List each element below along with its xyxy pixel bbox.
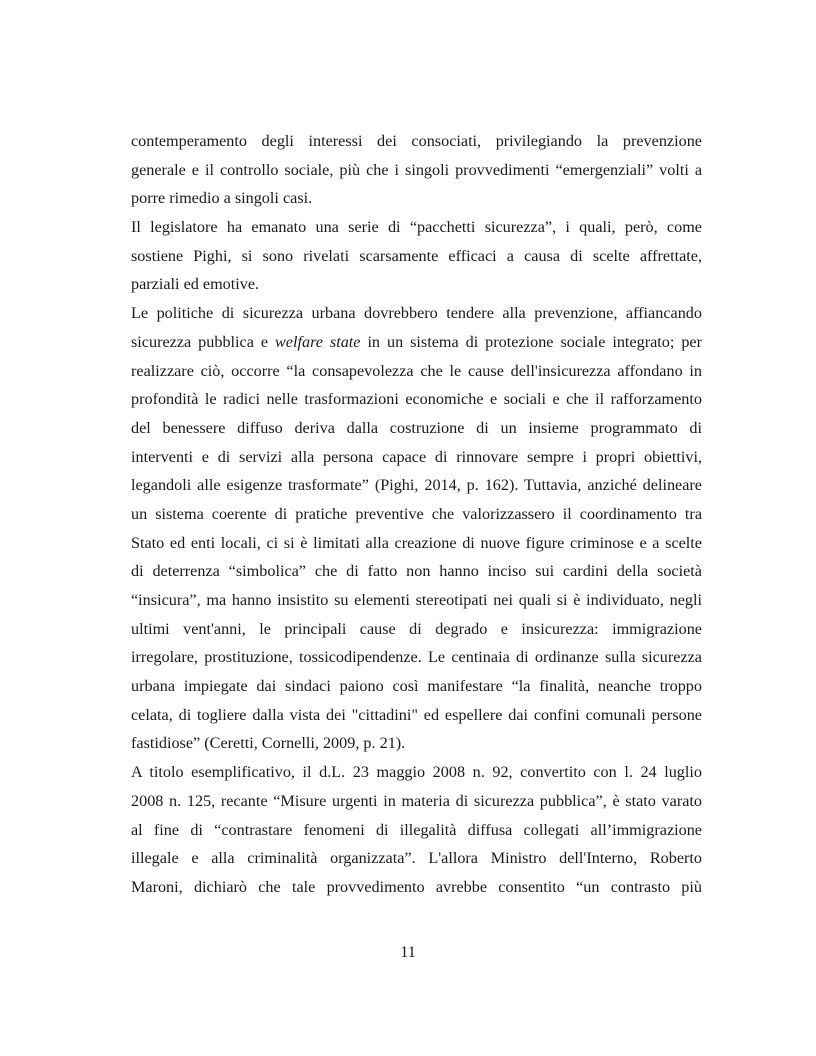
paragraph	[131, 299, 702, 758]
text-run: in un sistema di protezione sociale integrato; per	[360, 332, 702, 351]
text-line: celata, di togliere dalla vista dei "cittadini" ed espellere dai confini comunali persone	[131, 705, 702, 724]
text-line: sostiene Pighi, si sono rivelati scarsamente efficaci a causa di scelte affrettate,	[131, 246, 702, 265]
text-line: contemperamento degli interessi dei consociati, privilegiando la prevenzione	[131, 132, 702, 150]
document-body	[131, 127, 702, 902]
italic-term: welfare state	[275, 332, 361, 351]
text-line: illegale e alla criminalità organizzata”. L'allora Ministro dell'Interno, Roberto	[131, 849, 702, 868]
text-line: di deterrenza “simbolica” che di fatto non hanno inciso sui cardini della società	[131, 562, 702, 581]
text-line	[131, 328, 702, 357]
text-line: un sistema coerente di pratiche preventive che valorizzassero il coordinamento tra	[131, 504, 702, 523]
text-line: ultimi vent'anni, le principali cause di degrado e insicurezza: immigrazione	[131, 619, 702, 638]
text-line: “insicura”, ma hanno insistito su elementi stereotipati nei quali si è individuato, negli	[131, 591, 702, 609]
text-line: realizzare ciò, occorre “la consapevolezza che le cause dell'insicurezza affondano in	[131, 361, 702, 380]
text-line: fastidiose” (Ceretti, Cornelli, 2009, p. 21).	[131, 734, 406, 753]
text-line: del benessere diffuso deriva dalla costruzione di un insieme programmato di	[131, 418, 702, 437]
text-line: irregolare, prostituzione, tossicodipendenze. Le centinaia di ordinanze sulla sicurezza	[131, 648, 702, 667]
text-line: generale e il controllo sociale, più che i singoli provvedimenti “emergenziali” volti a	[131, 160, 702, 179]
text-line: Le politiche di sicurezza urbana dovrebbero tendere alla prevenzione, affiancando	[131, 304, 702, 323]
text-line: porre rimedio a singoli casi.	[131, 189, 313, 208]
text-line: 2008 n. 125, recante “Misure urgenti in materia di sicurezza pubblica”, è stato varato	[131, 791, 702, 810]
paragraph	[131, 213, 702, 299]
text-line: parziali ed emotive.	[131, 275, 260, 294]
text-line: al fine di “contrastare fenomeni di illegalità diffusa collegati all’immigrazione	[131, 820, 702, 839]
text-run: sicurezza pubblica e	[131, 332, 275, 351]
text-line: profondità le radici nelle trasformazioni economiche e sociali e che il rafforzamento	[131, 390, 702, 409]
page-number: 11	[400, 943, 416, 961]
text-line: Maroni, dichiarò che tale provvedimento avrebbe consentito “un contrasto più	[131, 877, 702, 896]
paragraph	[131, 127, 702, 213]
paragraph	[131, 758, 702, 901]
text-line: Il legislatore ha emanato una serie di “pacchetti sicurezza”, i quali, però, come	[131, 218, 702, 237]
text-line: A titolo esemplificativo, il d.L. 23 maggio 2008 n. 92, convertito con l. 24 luglio	[131, 763, 702, 782]
text-line: legandoli alle esigenze trasformate” (Pighi, 2014, p. 162). Tuttavia, anziché delineare	[131, 476, 702, 495]
text-line: interventi e di servizi alla persona capace di rinnovare sempre i propri obiettivi,	[131, 447, 702, 466]
text-line: urbana impiegate dai sindaci paiono così manifestare “la finalità, neanche troppo	[131, 677, 702, 696]
text-line: Stato ed enti locali, ci si è limitati alla creazione di nuove figure criminose e a scelte	[131, 533, 702, 552]
